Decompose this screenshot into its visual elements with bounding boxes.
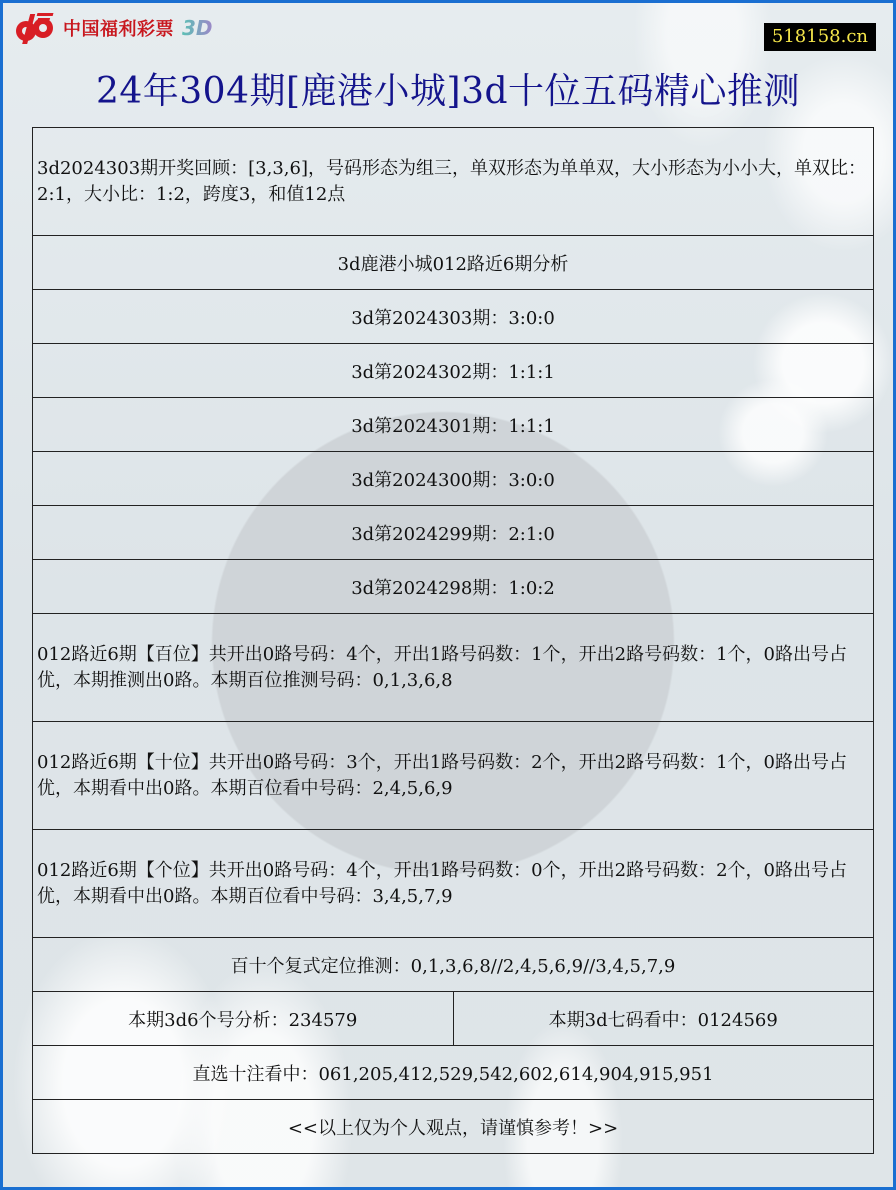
table-row-history: [33, 398, 874, 452]
table-row-disclaimer: [33, 1100, 874, 1154]
lottery-logo: [13, 11, 213, 45]
history-item: 3d第2024298期：1:0:2: [33, 560, 874, 614]
tens-analysis: 012路近6期【十位】共开出0路号码：3个，开出1路号码数：2个，开出2路号码数：1个，0路出号占优，本期看中出0路。本期百位看中号码：2,4,5,6,9: [33, 722, 874, 830]
logo-text: 中国福利彩票: [63, 19, 174, 40]
table-row-history: [33, 290, 874, 344]
six-numbers: 本期3d6个号分析：234579: [33, 992, 454, 1046]
table-row-compound: [33, 938, 874, 992]
table-row-history: [33, 506, 874, 560]
history-item: 3d第2024303期：3:0:0: [33, 290, 874, 344]
table-row-units: [33, 830, 874, 938]
history-item: 3d第2024299期：2:1:0: [33, 506, 874, 560]
analysis-header: 3d鹿港小城012路近6期分析: [33, 236, 874, 290]
page-title: 24年304期[鹿港小城]3d十位五码精心推测: [95, 71, 801, 112]
disclaimer: <<以上仅为个人观点，请谨慎参考！>>: [33, 1100, 874, 1154]
table-row-direct: [33, 1046, 874, 1100]
logo-3d: 3D: [182, 16, 213, 40]
site-badge[interactable]: 518158.cn: [764, 23, 876, 51]
table-row-history: [33, 560, 874, 614]
hundreds-analysis: 012路近6期【百位】共开出0路号码：4个，开出1路号码数：1个，开出2路号码数：1个，0路出号占优，本期推测出0路。本期百位推测号码：0,1,3,6,8: [33, 614, 874, 722]
recap-text: 3d2024303期开奖回顾：[3,3,6]，号码形态为组三，单双形态为单单双，大小形态为小小大，单双比：2:1，大小比：1:2，跨度3，和值12点: [33, 128, 874, 236]
table-row-recap: [33, 128, 874, 236]
table-row-analysis-header: [33, 236, 874, 290]
table-row-tens: [33, 722, 874, 830]
table-row-numbers: [33, 992, 874, 1046]
table-row-history: [33, 452, 874, 506]
seven-numbers: 本期3d七码看中：0124569: [453, 992, 874, 1046]
prediction-table: [32, 127, 874, 1154]
table-row-hundreds: [33, 614, 874, 722]
table-row-history: [33, 344, 874, 398]
compound-prediction: 百十个复式定位推测：0,1,3,6,8//2,4,5,6,9//3,4,5,7,9: [33, 938, 874, 992]
cwl-logo-icon: [13, 11, 57, 45]
history-item: 3d第2024301期：1:1:1: [33, 398, 874, 452]
history-item: 3d第2024300期：3:0:0: [33, 452, 874, 506]
direct-picks: 直选十注看中：061,205,412,529,542,602,614,904,915,951: [33, 1046, 874, 1100]
history-item: 3d第2024302期：1:1:1: [33, 344, 874, 398]
units-analysis: 012路近6期【个位】共开出0路号码：4个，开出1路号码数：0个，开出2路号码数：2个，0路出号占优，本期看中出0路。本期百位看中号码：3,4,5,7,9: [33, 830, 874, 938]
